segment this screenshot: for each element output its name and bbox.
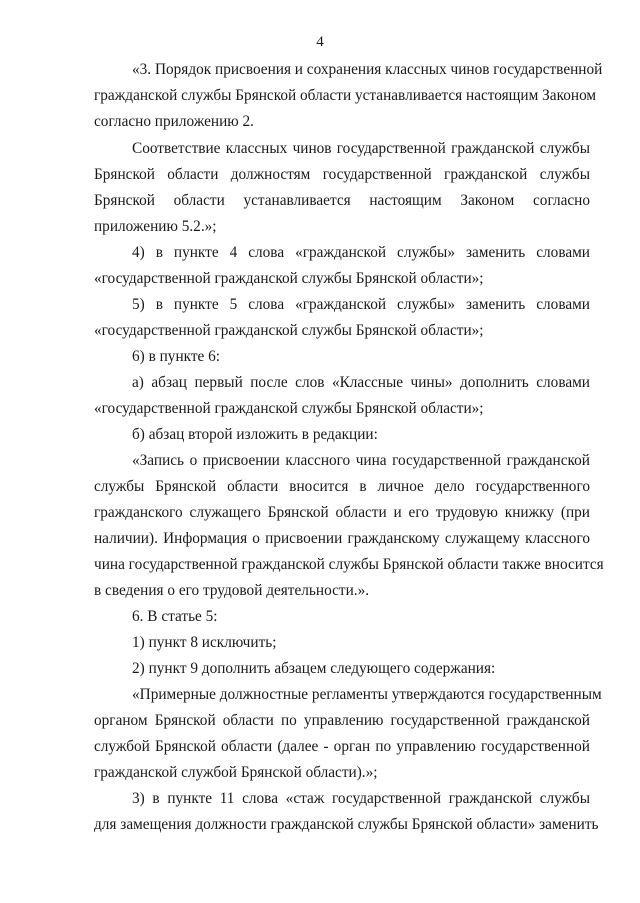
text-line: гражданской службы Брянской области устанавливается настоящим Законом: [94, 87, 597, 104]
text-line: Соответствие классных чинов государственной гражданской службы: [132, 140, 590, 157]
text-line: Брянской области устанавливается настоящим Законом согласно: [94, 192, 590, 209]
text-line: «Запись о присвоении классного чина государственной гражданской: [132, 452, 590, 469]
text-line: «государственной гражданской службы Брянской области»;: [94, 400, 484, 417]
text-line: «государственной гражданской службы Брянской области»;: [94, 270, 484, 287]
text-line: в сведения о его трудовой деятельности.».: [94, 582, 370, 599]
text-line: «Примерные должностные регламенты утверждаются государственным: [132, 686, 602, 703]
text-line: 2) пункт 9 дополнить абзацем следующего содержания:: [132, 660, 496, 677]
text-line: приложению 5.2.»;: [94, 218, 217, 235]
text-line: гражданской службой Брянской области).»;: [94, 764, 378, 781]
text-line: «3. Порядок присвоения и сохранения классных чинов государственной: [132, 61, 603, 78]
text-line: 3) в пункте 11 слова «стаж государственной гражданской службы: [132, 790, 590, 807]
text-line: б) абзац второй изложить в редакции:: [132, 426, 378, 443]
text-line: службой Брянской области (далее - орган по управлению государственной: [94, 738, 590, 755]
text-line: 4) в пункте 4 слова «гражданской службы» заменить словами: [132, 244, 590, 261]
text-line: «государственной гражданской службы Брянской области»;: [94, 322, 484, 339]
page-number: 4: [316, 34, 324, 50]
text-line: Брянской области должностям государственной гражданской службы: [94, 166, 590, 183]
text-line: службы Брянской области вносится в личное дело государственного: [94, 478, 590, 495]
text-line: согласно приложению 2.: [94, 113, 254, 130]
text-line: гражданского служащего Брянской области и его трудовую книжку (при: [94, 504, 590, 521]
text-line: чина государственной гражданской службы Брянской области также вносится: [94, 556, 604, 573]
text-line: а) абзац первый после слов «Классные чины» дополнить словами: [132, 374, 590, 391]
text-line: 6. В статье 5:: [132, 608, 218, 625]
text-line: наличии). Информация о присвоении гражданскому служащему классного: [94, 530, 590, 547]
text-line: органом Брянской области по управлению государственной гражданской: [94, 712, 590, 729]
text-line: для замещения должности гражданской службы Брянской области» заменить: [94, 816, 599, 833]
text-line: 6) в пункте 6:: [132, 348, 221, 365]
text-line: 1) пункт 8 исключить;: [132, 634, 277, 651]
text-line: 5) в пункте 5 слова «гражданской службы» заменить словами: [132, 296, 590, 313]
